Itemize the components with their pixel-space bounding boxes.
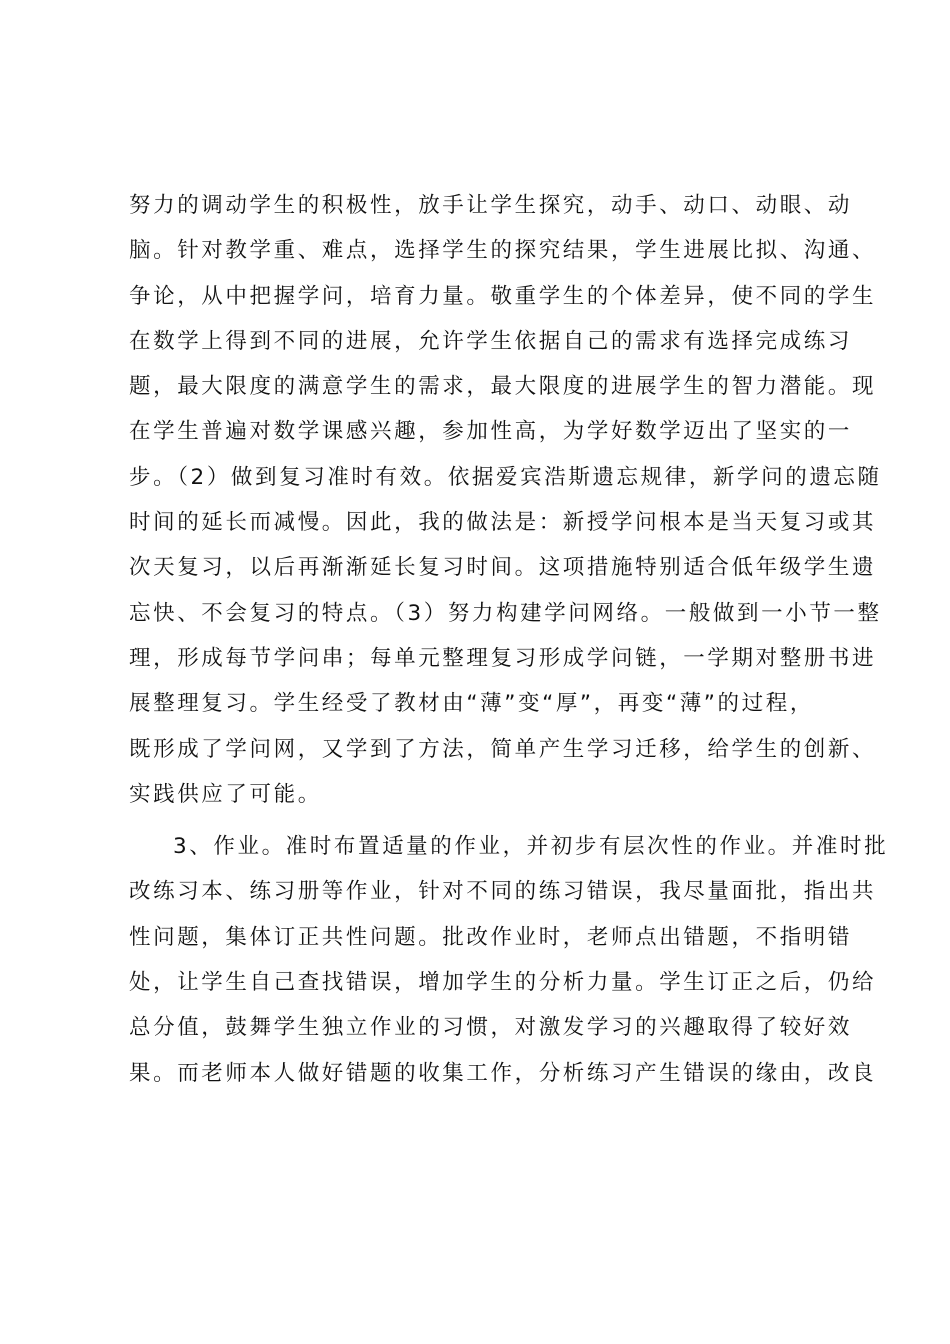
text-line: 总分值，鼓舞学生独立作业的习惯，对激发学习的兴趣取得了较好效 [129, 1015, 853, 1041]
text-line: 忘快、不会复习的特点。（3）努力构建学问网络。一般做到一小节一整 [129, 600, 882, 626]
text-line: 实践供应了可能。 [129, 781, 322, 807]
paragraph-1 [129, 183, 882, 817]
text-line: 处，让学生自己查找错误，增加学生的分析力量。学生订正之后，仍给 [129, 970, 877, 996]
text-line: 在数学上得到不同的进展，允许学生依据自己的需求有选择完成练习 [129, 328, 853, 354]
body-text [129, 183, 889, 1096]
text-line: 在学生普遍对数学课感兴趣，参加性高，为学好数学迈出了坚实的一 [129, 419, 853, 445]
text-line: 3、作业。准时布置适量的作业，并初步有层次性的作业。并准时批 [173, 834, 889, 860]
text-line: 步。（2）做到复习准时有效。依据爱宾浩斯遗忘规律，新学问的遗忘随 [129, 464, 882, 490]
text-line: 既形成了学问网，又学到了方法，简单产生学习迁移，给学生的创新、 [129, 736, 877, 762]
text-line: 题，最大限度的满意学生的需求，最大限度的进展学生的智力潜能。现 [129, 374, 877, 400]
text-line: 果。而老师本人做好错题的收集工作，分析练习产生错误的缘由，改良 [129, 1060, 877, 1086]
text-line: 争论，从中把握学问，培育力量。敬重学生的个体差异，使不同的学生 [129, 283, 877, 309]
paragraph-2 [129, 824, 889, 1096]
text-line: 改练习本、练习册等作业，针对不同的练习错误，我尽量面批，指出共 [129, 879, 877, 905]
text-line: 时间的延长而减慢。因此，我的做法是：新授学问根本是当天复习或其 [129, 510, 877, 536]
text-line: 性问题，集体订正共性问题。批改作业时，老师点出错题，不指明错 [129, 924, 853, 950]
text-line: 展整理复习。学生经受了教材由“薄”变“厚”，再变“薄”的过程， [129, 691, 814, 717]
text-line: 理，形成每节学问串；每单元整理复习形成学问链，一学期对整册书进 [129, 645, 877, 671]
text-line: 努力的调动学生的积极性，放手让学生探究，动手、动口、动眼、动 [129, 193, 853, 218]
paragraph-gap [129, 817, 829, 824]
text-line: 脑。针对教学重、难点，选择学生的探究结果，学生进展比拟、沟通、 [129, 238, 877, 264]
text-line: 次天复习，以后再渐渐延长复习时间。这项措施特别适合低年级学生遗 [129, 555, 877, 581]
